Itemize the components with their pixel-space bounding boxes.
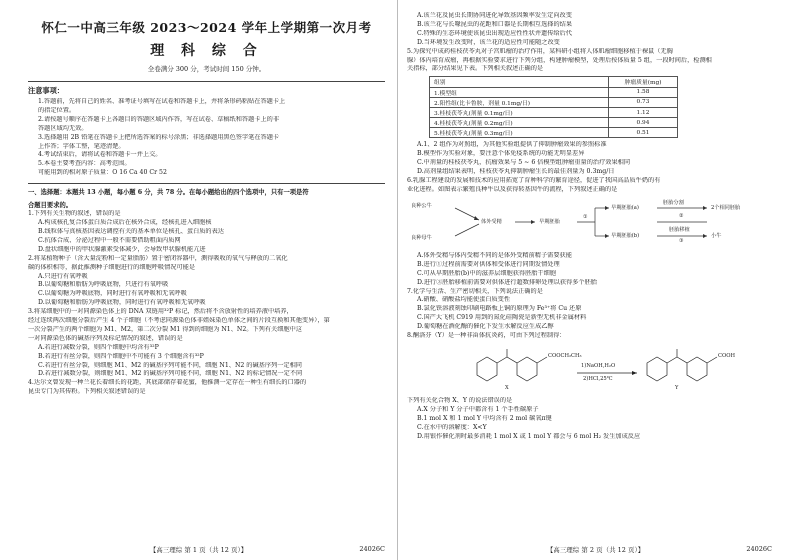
notes-heading: 注意事项： [28,86,64,95]
question-line: A.构成核孔复合体蛋白质合成后在核外合成，经核孔进入细胞核 [38,219,212,227]
label-early-embryo: 早期胚胎 [539,218,560,225]
section-heading-line: 合题目要求的。 [28,202,73,210]
table-cell-group: 5.桂枝茯苓丸(剂量 0.3mg/日) [430,128,609,138]
question-line: D.进行③胚胎移植前需要对供体进行超数排卵处理以获得多个胚胎 [417,278,597,286]
question-line: C.若进行有丝分裂，则细胞 M1、M2 的碱基序列可能不同，细胞 N1、N2 的碱基序列一定相同 [38,361,302,369]
table-header-row [430,77,678,87]
page-2 [397,0,794,560]
section-heading [28,188,385,210]
question-line: 8.酮洛芬（Y）是一种非甾体抗炎药，可由下列过程制得： [407,332,566,340]
table-cell-group: 3.桂枝茯苓丸(剂量 0.1mg/日) [430,107,609,117]
question-line: 一次分裂产生的两个细胞为 M1、M2，第二次分裂 M1 得到的细胞为 N1、N2。下列有关细胞中这 [28,325,302,333]
label-step-2: ② [679,212,684,219]
question-line: 一对同源染色体的碱基序列及标记情况的叙述，错误的是 [28,334,183,342]
exam-title: 怀仁一中高三年级 2023～2024 学年上学期第一次月考 [41,20,372,35]
question-line: 7.化学与生活、生产密切相关，下列说法正确的是 [407,287,543,295]
question-line: 4.达尔文曾发现一种兰花长着细长的花距，其底部储存着花蜜，他推测一定存在一种生有细长的口器的 [28,379,307,387]
question-line: 3.将某细胞中的一对同源染色体上的 DNA 双链用³²P 标记，然后将不含放射性的培养液中培养， [28,308,293,316]
footer-label: 【高三理综 第 1 页（共 12 页）】 [149,546,248,554]
ester-group: COOCH₂CH₃ [548,352,582,359]
note-line: 的指定位置。 [38,106,76,114]
note-line: 1.答题前，先将自己的姓名、准考证号填写在试卷和答题卡上，并将条形码粘贴在答题卡上 [38,98,286,105]
ketoprofen-reaction [407,343,772,395]
footer-right [397,545,794,554]
question-line: B.以葡萄糖和脂肪为呼吸底物，只进行有氧呼吸 [38,281,169,289]
question-line: 业化进程。如图表示繁殖良种牛以及获得转基因牛的流程，下列叙述正确的是 [407,186,618,193]
table-row [430,97,678,107]
label-embryo-b: 早期胚胎(b) [611,232,640,239]
table-row [430,128,678,138]
footer-label: 【高三理综 第 2 页（共 12 页）】 [546,546,645,554]
experiment-table [429,76,678,138]
notes-rule [28,183,385,184]
note-line: 4.考试结束后，请将试卷和答题卡一并上交。 [38,151,162,159]
question-list-right-c [407,252,772,341]
note-line: 3.选择题用 2B 铅笔在答题卡上把所选答案的标号涂黑；非选择题用黑色签字笔在答题卡 [38,133,280,141]
table-cell-mass: 0.51 [609,128,678,138]
table-cell-group: 1.模型组 [430,87,609,97]
question-line: A.若进行减数分裂，则四个细胞中均含有³²P [38,343,159,351]
question-line: A.X 分子和 Y 分子中都含有 1 个手性碳原子 [417,405,539,413]
table-row [430,107,678,117]
question-line: D.当环境发生改变时，该兰花的适应性可能随之改变 [417,38,560,46]
question-line: A.体外受精与体内受精不同的是体外受精前精子需要获能 [417,251,572,259]
label-step-3: ③ [679,237,684,244]
label-embryo-split: 胚胎分割 [663,199,684,206]
question-line: 碳的体积相等，据此推测种子细胞进行的细胞呼吸情况可能是 [28,263,196,271]
question-line: C.国产大飞机 C919 用到的氮化硅陶瓷是新型无机非金属材料 [417,314,587,322]
question-line: 5.为探究中成药桂枝茯苓丸对子宫肌瘤的治疗作用，某科研小组将人体肌瘤细胞移植于裸鼠（无胸 [407,47,673,55]
label-calf: 小牛 [711,232,722,239]
note-line: 答题区域均无效。 [38,124,88,132]
question-line: A.只进行有氧呼吸 [38,272,88,280]
table-cell-mass: 1.12 [609,107,678,117]
question-list-right-b [407,141,772,194]
acid-group: COOH [718,352,735,359]
label-good-cow: 良种母牛 [411,234,432,241]
footer-code: 24026C [359,545,385,553]
question-line: B.进行①过程前需要对供体和受体进行同期发情处理 [417,260,560,268]
label-ivf: 体外受精 [481,218,502,225]
question-list-left [28,210,385,397]
note-line: 5.本卷主要考查内容：高考范围。 [38,160,131,168]
label-y: Y [675,384,679,391]
label-transfer: 胚胎移植 [669,226,690,233]
question-line: C.特殊的生态环境使该昆虫出现适应性性状并遗传给后代 [417,29,572,37]
question-line: A.1、2 组作为对照组，为其他实验组提供了抑制肿瘤效果的参照标准 [417,141,607,149]
question-line: 经过连续两次细胞分裂后产生 4 个子细胞（不考虑同源染色体非姐妹染色单体之间的片段互换和其他变异），第 [28,317,330,325]
question-line: B.1 mol X 和 1 mol Y 中均含有 2 mol 碳氧π键 [417,414,552,422]
label-x: X [505,384,509,391]
note-line: 可能用到的相对原子质量：O 16 Ca 40 Cr 52 [38,169,167,177]
question-line: 下列有关化合物 X、Y 的说法错误的是 [407,396,513,404]
question-line: D.用银作催化剂时最多消耗 1 mol X 或 1 mol Y 都会与 6 mol H₂ 发生加成反应 [417,432,641,440]
question-line: C.抗体合成、分泌过程中一般不需要借助粗面内质网 [38,236,181,244]
question-line: B.该兰花与长喙昆虫的花距和口器是长期相互选择的结果 [417,20,573,28]
question-line: 2.将某植物种子（含大量淀粉和一定量脂肪）置于密闭容器中，测得吸收的氧气与释放的二氧化 [28,254,288,262]
question-line: D.若进行减数分裂，则细胞 M1、M2 的碱基序列可能不同，细胞 N1、N2 的标记情况一定不同 [38,370,303,378]
table-cell-mass: 0.94 [609,118,678,128]
table-cell-group: 组别 [430,77,609,87]
table-cell-mass: 0.73 [609,97,678,107]
question-line: C.中剂量的桂枝茯苓丸，抗瘤效果与 5 ~ 6 倍模型组肿瘤重量的治疗效果相同 [417,159,631,167]
question-line: D.高剂量组结果表明，桂枝茯苓丸抑制肿瘤生长的最佳剂量为 0.3mg/日 [417,168,615,176]
section-heading-line: 一、选择题：本题共 13 小题，每小题 6 分，共 78 分。在每小题给出的四个选项中，只有一项是符 [28,189,309,197]
notes-list [28,98,385,178]
question-line: C.可从早期胚胎(b)中的滋养层细胞获得胚胎干细胞 [417,269,557,277]
reagent-1: 1)NaOH,H₂O [581,362,616,369]
label-step-1: ① [583,213,588,220]
table-row [430,87,678,97]
table-row [430,118,678,128]
footer-left [0,545,397,554]
question-line: A.该兰花及昆虫长期协同进化导致基因频率发生定向改变 [417,12,572,19]
score-line: 全卷满分 300 分，考试时间 150 分钟。 [147,65,266,73]
question-line: B.若进行有丝分裂，则四个细胞中不可能有 3 个细胞含有³²P [38,352,204,360]
question-line: 关指标，部分结果见下表。下列相关叙述正确的是 [407,65,544,73]
subject-title: 理 科 综 合 [150,43,263,59]
question-line: C.以葡萄糖为呼吸底物，同时进行有氧呼吸和无氧呼吸 [38,290,187,298]
question-line: B.氯化铁溶液刻蚀印刷电路板上铜的原理为 Fe³⁺将 Cu 还原 [417,305,582,313]
question-line: B.模型作为实验对象，要注意个体免疫系统的功能无明显差异 [417,150,585,158]
question-list-right-d [407,397,772,442]
label-good-bull: 良种公牛 [411,202,432,209]
table-cell-group: 2.阳性组(比卡鲁胺，剂量 0.1mg/日) [430,97,609,107]
question-line: D.葡萄糖在酒化酶的催化下发生水解反应生成乙醇 [417,323,554,331]
question-line: D.以葡萄糖和脂肪为呼吸底物，同时进行有氧呼吸和无氧呼吸 [38,299,206,307]
note-line: 上作答；字体工整，笔迹清楚。 [38,142,125,150]
header-rule [28,81,385,82]
footer-code: 24026C [746,545,772,553]
cattle-breeding-diagram [407,198,772,250]
question-line: D.盘状细胞中的甲状腺激素受体减少，会导致甲状腺机能亢进 [38,245,206,253]
question-line: 6.乳腺工程建设的发展和技术的应用拓宽了育种科学的繁育途径，促进了我国高品质牛奶的有 [407,177,661,185]
label-embryo-a: 早期胚胎(a) [611,204,639,211]
question-line: 腺）体内培育成瘤，再根据实验要求进行下列分组，构建肿瘤模型，处理后按体质量 5 组，一段时间后，检测相 [407,56,712,64]
reaction-structures [407,343,767,395]
reagent-2: 2)HCl,25℃ [583,375,613,382]
label-two-embryos: 2个相同胚胎 [711,204,741,211]
note-line: 2.请按题号顺序在答题卡上各题目的答题区域内作答，写在试卷、草稿纸和答题卡上的非 [38,115,280,123]
table-cell-mass: 肿瘤质量(mg) [609,77,678,87]
question-line: A.硝酸、硝酸盐均能使蛋白质变性 [417,296,511,304]
question-line: 昆虫专门为其传粉。下列相关叙述错误的是 [28,388,146,396]
question-line: C.在水中的溶解度：X<Y [417,423,487,431]
question-list-right-a [407,12,772,74]
table-cell-mass: 1.58 [609,87,678,97]
question-line: 1.下列有关生物的叙述，错误的是 [28,210,121,218]
question-line: B.线粒体与真核基因表达调控有关的基本单位是核孔、蛋白质的表达 [38,227,224,235]
table-cell-group: 4.桂枝茯苓丸(剂量 0.2mg/日) [430,118,609,128]
